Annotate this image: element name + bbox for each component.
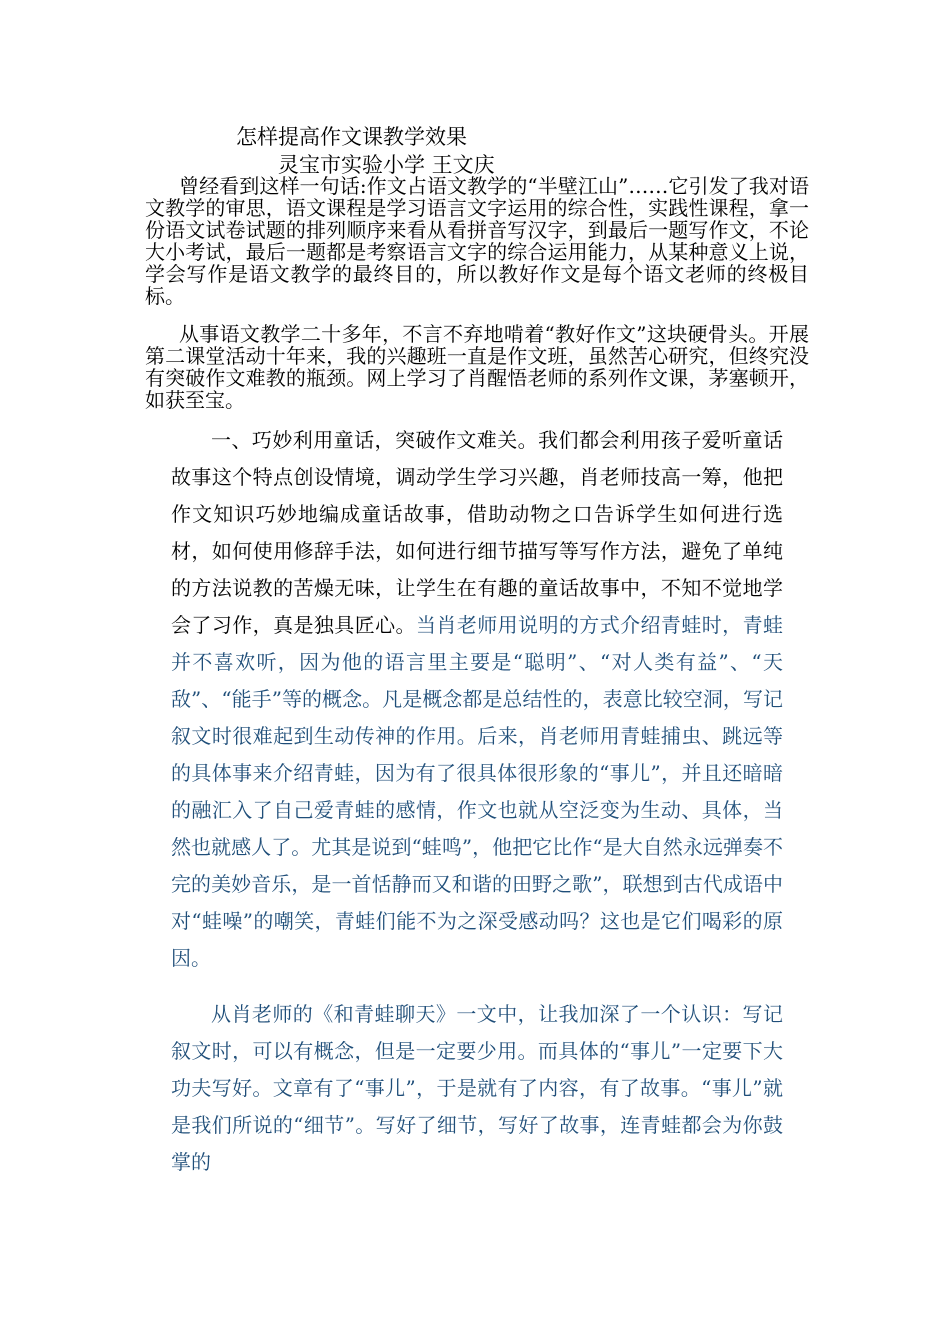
document-title: 怎样提高作文课教学效果 bbox=[236, 125, 467, 149]
intro-paragraph-2: 从事语文教学二十多年，不言不弃地啃着“教好作文”这块硬骨头。开展第二课堂活动十年来，我的兴趣班一直是作文班，虽然苦心研究，但终究没有突破作文难教的瓶颈。网上学习了肖醒悟老师的系列作文课，茅塞顿开，如获至宝。 bbox=[145, 322, 809, 412]
closing-paragraph: 从肖老师的《和青蛙聊天》一文中，让我加深了一个认识：写记叙文时，可以有概念，但是一定要少用。而具体的“事儿”一定要下大功夫写好。文章有了“事儿”，于是就有了内容，有了故事。“事儿”就是我们所说的“细节”。写好了细节，写好了故事，连青蛙都会为你鼓掌的 bbox=[171, 1002, 783, 1174]
section-one-text: 一、巧妙利用童话，突破作文难关。我们都会利用孩子爱听童话故事这个特点创设情境，调动学生学习兴趣，肖老师技高一筹，他把作文知识巧妙地编成童话故事，借助动物之口告诉学生如何进行选材，如何使用修辞手法，如何进行细节描写等写作方法，避免了单纯的方法说教的苦燥无味，让学生在有趣的童话故事中，不知不觉地学会了习作，真是独具匠心。 bbox=[171, 428, 783, 637]
section-one-paragraph bbox=[171, 422, 783, 977]
section-one-highlight-text: 当肖老师用说明的方式介绍青蛙时，青蛙并不喜欢听，因为他的语言里主要是“聪明”、“对人类有益”、“天敌”、“能手”等的概念。凡是概念都是总结性的，表意比较空洞，写记叙文时很难起到生动传神的作用。后来，肖老师用青蛙捕虫、跳远等的具体事来介绍青蛙，因为有了很具体很形象的“事儿”，并且还暗暗的融汇入了自己爱青蛙的感情，作文也就从空泛变为生动、具体，当然也就感人了。尤其是说到“蛙鸣”，他把它比作“是大自然永远弹奏不完的美妙音乐，是一首恬静而又和谐的田野之歌”，联想到古代成语中对“蛙噪”的嘲笑，青蛙们能不为之深受感动吗？这也是它们喝彩的原因。 bbox=[171, 613, 784, 970]
intro-paragraph-1: 曾经看到这样一句话:作文占语文教学的“半壁江山”……它引发了我对语文教学的审思，语文课程是学习语言文字运用的综合性，实践性课程，拿一份语文试卷试题的排列顺序来看从看拼音写汉字，到最后一题写作文，不论大小考试，最后一题都是考察语言文字的综合运用能力，从某种意义上说，学会写作是语文教学的最终目的，所以教好作文是每个语文老师的终极目标。 bbox=[145, 174, 809, 308]
author-line: 灵宝市实验小学 王文庆 bbox=[278, 153, 495, 177]
